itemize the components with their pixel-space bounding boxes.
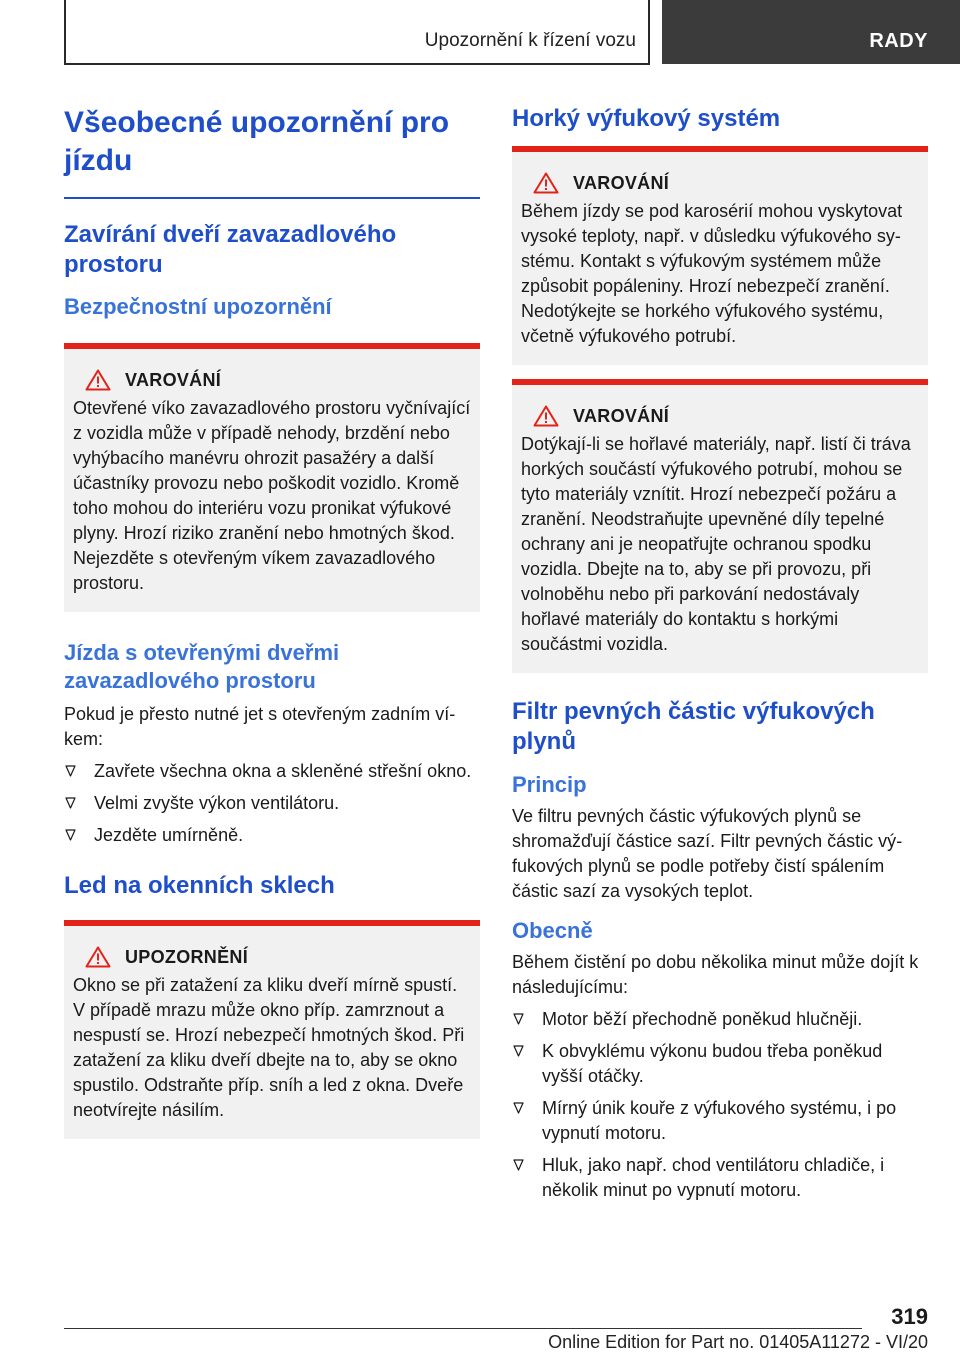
general-subtitle: Obecně	[512, 918, 593, 943]
warning-text: Dotýkají-li se hořlavé materiály, např. listí či tráva horkých součástí výfukového potrubí, mohou se tyto materiály vznítit. Hrozí nebezpečí požáru a zranění. Neodstraňujte upevněné díly tepelné ochrany ani je neopatřujte ochranou spodku vozidla. Dbejte na to, aby se při provozu, při volnoběhu nebo při parkování nedostávaly hořlavé materiály do kontaktu s horkými součástmi vozidla.	[521, 434, 911, 654]
main-heading: Všeobecné upozornění pro jízdu	[64, 106, 450, 177]
warning-box-flammable	[512, 379, 928, 673]
safety-notes-subtitle: Bezpečnostní upozornění	[64, 294, 332, 319]
triangle-bullet-icon	[513, 1045, 524, 1057]
section-trunk-closing-title: Zavírání dveří zavazadlového prostoru	[64, 221, 397, 278]
list-item: Jezděte umírněně.	[64, 823, 480, 848]
chapter-title: Upozornění k řízení vozu	[424, 30, 636, 51]
heading-rule	[64, 197, 480, 199]
warning-box-exhaust-heat	[512, 146, 928, 365]
page-number: 319	[891, 1304, 928, 1329]
triangle-bullet-icon	[65, 797, 76, 809]
triangle-bullet-icon	[513, 1102, 524, 1114]
cleaning-effects-list	[512, 1007, 928, 1203]
header-rule-divider	[648, 0, 650, 64]
open-trunk-intro: Pokud je přesto nutné jet s otevřeným zadním víkem:	[64, 704, 456, 749]
triangle-bullet-icon	[513, 1013, 524, 1025]
left-column	[64, 104, 480, 1139]
principle-text: Ve filtru pevných částic výfukových plynů se shromažďují částice sazí. Filtr pevných částic výfukových plynů se podle potřeby čistí spálením částic sazí za vysokých teplot.	[512, 806, 903, 901]
triangle-bullet-icon	[65, 829, 76, 841]
warning-label: VAROVÁNÍ	[125, 369, 222, 390]
right-column	[512, 104, 928, 1203]
principle-subtitle: Princip	[512, 772, 587, 797]
caution-header	[73, 945, 471, 969]
list-item: Hluk, jako např. chod ventilátoru chladiče, i několik minut po vypnutí motoru.	[512, 1153, 928, 1203]
header-rule-bottom	[64, 63, 650, 65]
section-open-trunk-title: Jízda s otevřenými dveřmi zavazadlového prostoru	[64, 640, 340, 693]
list-item: Mírný únik kouře z výfukového systému, i po vypnutí motoru.	[512, 1096, 928, 1146]
general-text: Během čistění po dobu několika minut může dojít k následujícímu:	[512, 952, 919, 997]
warning-label: VAROVÁNÍ	[573, 405, 670, 426]
warning-triangle-icon	[533, 172, 559, 194]
section-hot-exhaust-title: Horký výfukový systém	[512, 105, 781, 132]
list-item: Zavřete všechna okna a skleněné střešní okno.	[64, 759, 480, 784]
warning-header	[521, 171, 919, 195]
warning-text: Během jízdy se pod karosérií mohou vyskytovat vysoké teploty, např. v důsledku výfukového systému. Kontakt s výfukovým systémem může způsobit popáleniny. Hrozí nebezpečí zranění. Nedotýkejte se horkého výfukového systému, včetně výfukového potrubí.	[521, 201, 903, 346]
triangle-bullet-icon	[513, 1159, 524, 1171]
warning-box-trunk	[64, 343, 480, 612]
page-header	[0, 0, 960, 68]
warning-header	[521, 404, 919, 428]
caution-label: UPOZORNĚNÍ	[125, 946, 249, 967]
list-item: Motor běží přechodně poněkud hlučněji.	[512, 1007, 928, 1032]
edition-footer: Online Edition for Part no. 01405A11272 - VI/20	[548, 1332, 928, 1352]
section-ice-title: Led na okenních sklech	[64, 872, 335, 899]
warning-triangle-icon	[85, 946, 111, 968]
section-particle-filter-title: Filtr pevných částic výfukových plynů	[512, 698, 875, 755]
open-trunk-list	[64, 759, 480, 848]
caution-text: Okno se při zatažení za kliku dveří mírně spustí. V případě mrazu může okno příp. zamrznout a nespustí se. Hrozí nebezpečí hmotných škod. Při zatažení za kliku dveří dbejte na to, aby se okno spustilo. Odstraňte příp. sníh a led z okna. Dveře neotvírejte násilím.	[73, 975, 465, 1120]
warning-triangle-icon	[85, 369, 111, 391]
triangle-bullet-icon	[65, 765, 76, 777]
warning-triangle-icon	[533, 405, 559, 427]
warning-header	[73, 368, 471, 392]
list-item: Velmi zvyšte výkon ventilátoru.	[64, 791, 480, 816]
caution-box-ice	[64, 920, 480, 1139]
warning-label: VAROVÁNÍ	[573, 172, 670, 193]
footer-rule	[64, 1328, 862, 1329]
warning-text: Otevřené víko zavazadlového prostoru vyčnívající z vozidla může v případě nehody, brzdění nebo vyhýbacího manévru ohrozit pasažéry a další účastníky provozu nebo poškodit vozidlo. Kromě toho mohou do interiéru vozu pronikat výfukové plyny. Hrozí riziko zranění nebo hmotných škod. Nejezděte s otevřeným víkem zavazadlového prostoru.	[73, 398, 471, 593]
section-tab: RADY	[662, 0, 960, 64]
list-item: K obvyklému výkonu budou třeba poněkud vyšší otáčky.	[512, 1039, 928, 1089]
